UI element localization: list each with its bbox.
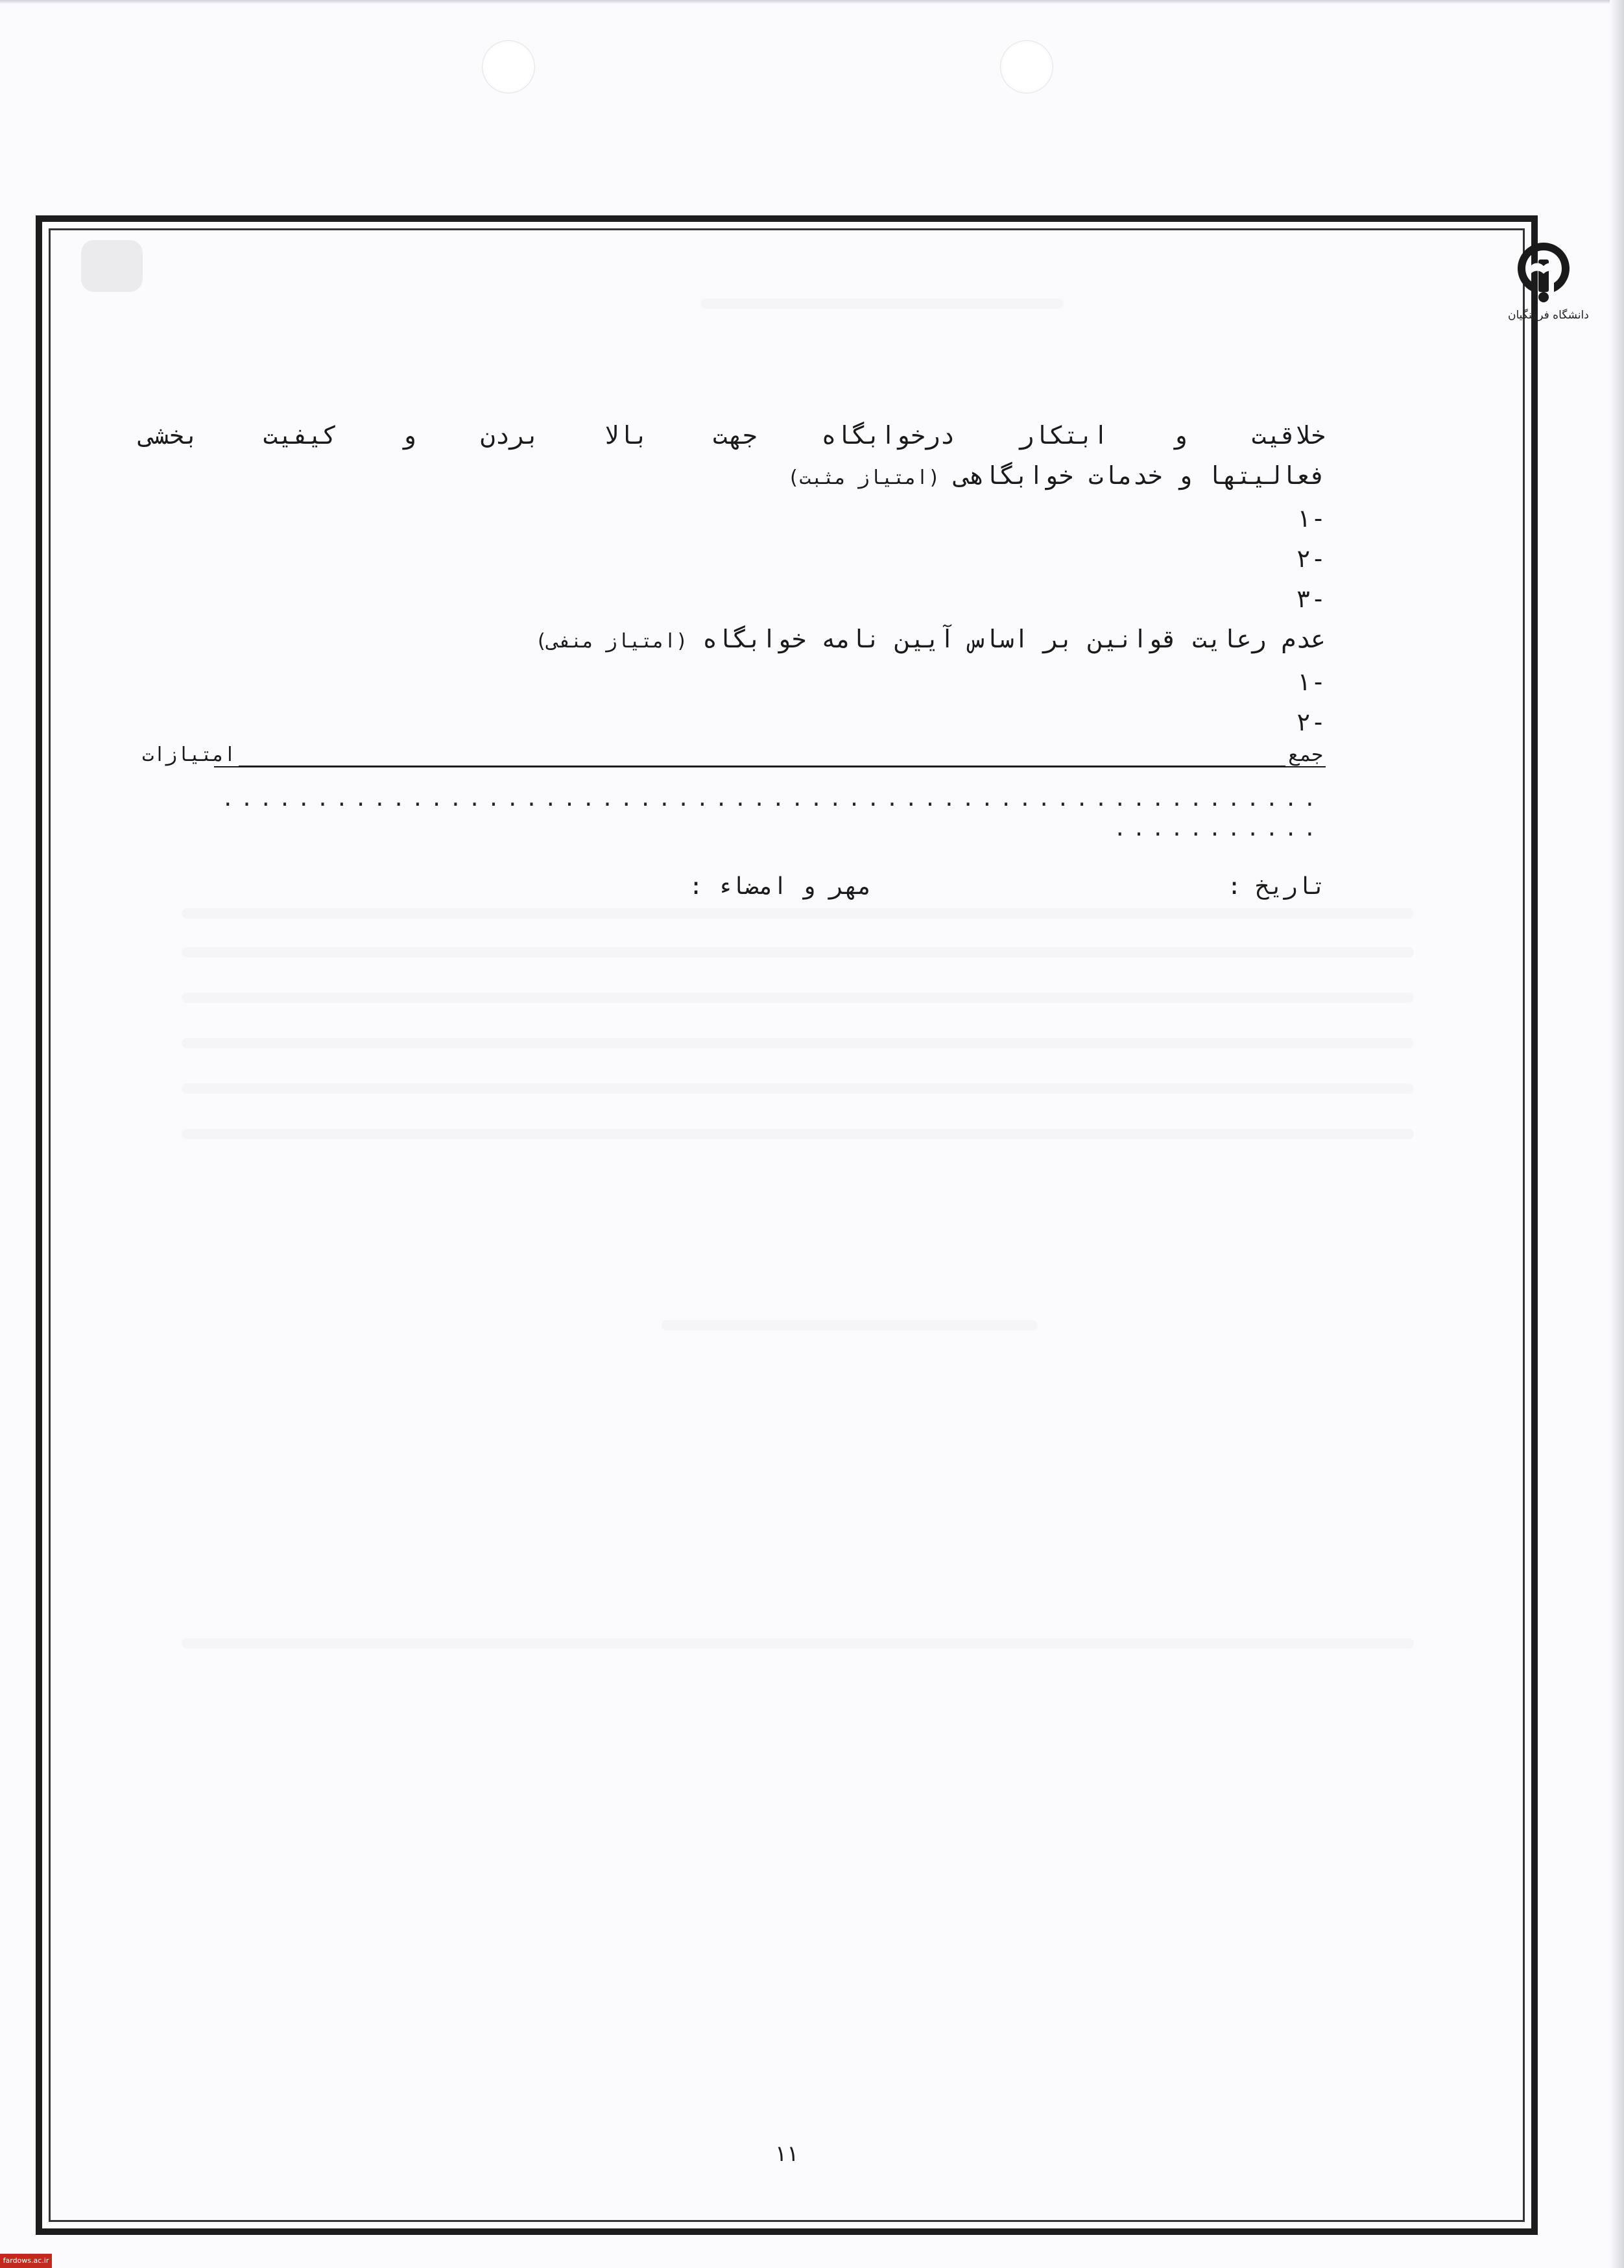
seal-signature-label: مهر و امضاء : xyxy=(689,873,872,900)
total-word-1: جمع xyxy=(1285,743,1326,766)
punch-hole-right xyxy=(1000,40,1053,93)
corner-stamp: fardows.ac.ir xyxy=(0,2254,52,2268)
logo-caption: دانشگاه فرهنگیان xyxy=(1508,309,1589,322)
total-word-2: امتیازات xyxy=(139,743,239,766)
bleed-through-line xyxy=(662,1320,1038,1331)
signature-row xyxy=(156,873,1326,912)
bleed-through-line xyxy=(182,1129,1414,1139)
punch-hole-left xyxy=(482,40,535,93)
bleed-through-line xyxy=(700,298,1064,309)
bleed-through-line xyxy=(182,1638,1414,1648)
bleed-through-line xyxy=(182,1083,1414,1094)
positive-item-1: -۱ xyxy=(1296,504,1326,533)
negative-item-2: -۲ xyxy=(1296,708,1326,736)
page-edge xyxy=(0,0,1624,4)
negative-item-1: -۱ xyxy=(1296,668,1326,696)
negative-heading xyxy=(156,619,1326,662)
total-score-row xyxy=(139,742,1326,784)
date-label: تاریخ : xyxy=(1227,873,1326,900)
form-content xyxy=(139,415,1326,912)
fill-dots-line-1: .......................................................... xyxy=(221,786,1322,811)
positive-heading-line1: خلاقیت و ابتکار درخوابگاه جهت بالا بردن و کیفیت بخشی xyxy=(139,421,1326,450)
bleed-through-line xyxy=(182,993,1414,1003)
bleed-through-line xyxy=(182,947,1414,958)
negative-heading-text: عدم رعایت قوانین بر اساس آیین نامه خوابگاه xyxy=(702,625,1326,653)
positive-item-2: -۲ xyxy=(1296,544,1326,573)
total-score-label xyxy=(139,743,1326,766)
negative-score-note: (امتیاز منفی) xyxy=(535,630,688,653)
page-number: ۱۱ xyxy=(775,2141,799,2167)
positive-item-3: -۳ xyxy=(1296,585,1326,613)
positive-score-note: (امتیاز مثبت) xyxy=(787,466,940,489)
positive-heading-line2 xyxy=(156,455,1326,498)
page-edge-shadow xyxy=(1610,0,1624,2268)
fill-dots-line-2: ........... xyxy=(1114,816,1322,841)
bleed-through-line xyxy=(182,1038,1414,1048)
bleed-through-logo xyxy=(75,234,149,298)
university-emblem-icon xyxy=(1512,240,1575,308)
positive-heading-text: فعالیتها و خدمات خوابگاهی xyxy=(955,461,1326,490)
university-logo xyxy=(1508,240,1589,322)
